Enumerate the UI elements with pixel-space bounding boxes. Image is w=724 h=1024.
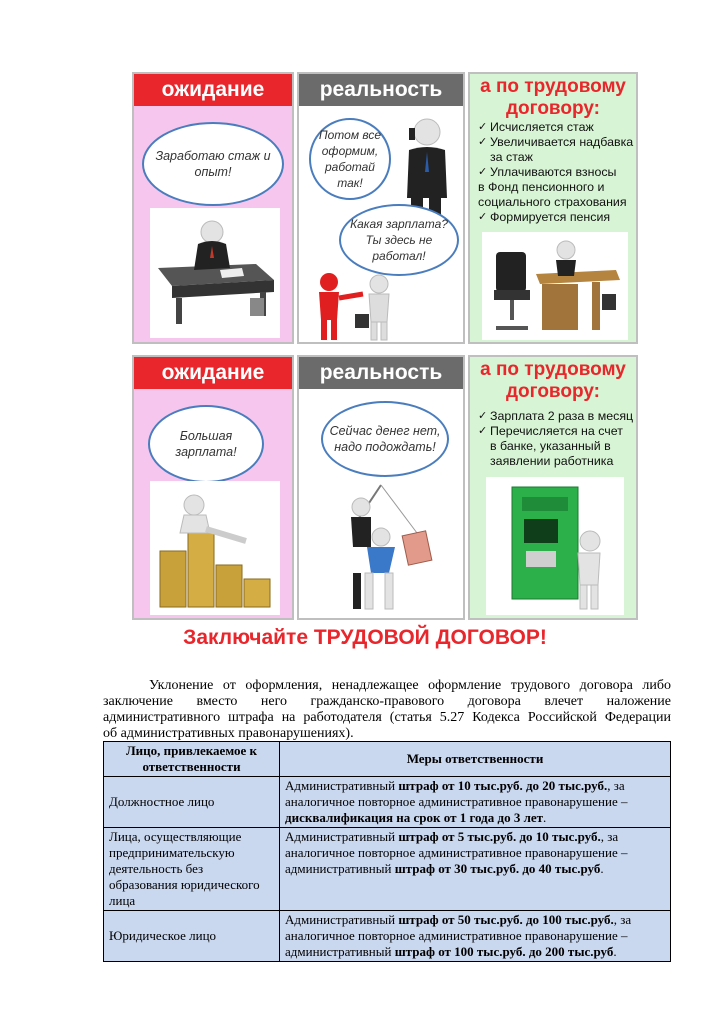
- measure-part: штраф от 50 тыс.руб. до 100 тыс.руб.: [398, 912, 614, 927]
- column-header-measures: Меры ответственности: [280, 742, 671, 777]
- paragraph-line: заключение вместо него гражданско-правового договора влечет наложение: [103, 694, 671, 709]
- coins-illustration: [150, 481, 280, 615]
- measure-part: , за аналогичное повторное административное правонарушение –: [285, 778, 628, 809]
- measure-part: .: [600, 861, 604, 876]
- measure-part: штраф от 10 тыс.руб. до 20 тыс.руб.: [398, 778, 608, 793]
- speech-bubble-3: Какая зарплата? Ты здесь не работал!: [339, 204, 459, 276]
- liability-paragraph: [103, 678, 671, 742]
- expectation-header-1: ожидание: [134, 74, 292, 106]
- list-item: ✓ Увеличивается надбавка: [478, 135, 634, 149]
- reality-header-2: реальность: [299, 357, 463, 389]
- measure-part: , за аналогичное повторное административное правонарушение – административный: [285, 829, 628, 876]
- reality-panel-2: [297, 355, 465, 620]
- conflict-illustration: [307, 270, 459, 342]
- measure-part: , за аналогичное повторное административное правонарушение – административный: [285, 912, 632, 959]
- slogan: Заключайте ТРУДОВОЙ ДОГОВОР!: [183, 626, 547, 649]
- checkmark-icon: ✓: [478, 136, 488, 148]
- measure-part: .: [613, 944, 617, 959]
- list-item: ✓ Исчисляется стаж: [478, 120, 594, 134]
- atm-illustration: [486, 477, 624, 615]
- list-item: ✓ Перечисляется на счет: [478, 424, 623, 438]
- table-row: [104, 911, 671, 962]
- subject-cell: Должностное лицо: [104, 777, 280, 828]
- paragraph-line: Уклонение от оформления, ненадлежащее оформление трудового договора либо: [149, 678, 671, 693]
- list-item: в банке, указанный в: [490, 439, 611, 453]
- contract-panel-1: [468, 72, 638, 344]
- checkmark-icon: ✓: [478, 166, 488, 178]
- measures-cell: [280, 911, 671, 962]
- measure-part: штраф от 100 тыс.руб. до 200 тыс.руб: [394, 944, 614, 959]
- table-header-row: [104, 742, 671, 777]
- speech-bubble-2: Потом все оформим, работай так!: [309, 118, 391, 200]
- measure-part: штраф от 5 тыс.руб. до 10 тыс.руб.: [398, 829, 601, 844]
- paragraph-line: административного штрафа на работодателя (статья 5.27 Кодекса Российской Федерации: [103, 710, 671, 725]
- measure-part: Административный: [285, 912, 399, 927]
- reality-panel-1: [297, 72, 465, 344]
- contract-benefits-list-1: [478, 120, 638, 225]
- list-item: заявлении работника: [490, 454, 614, 468]
- office-desk-illustration: [150, 208, 280, 338]
- contract-panel-2: [468, 355, 638, 620]
- measure-part: штраф от 30 тыс.руб. до 40 тыс.руб: [394, 861, 601, 876]
- paragraph-line: об административных правонарушениях).: [103, 726, 354, 741]
- contract-benefits-list-2: [478, 409, 638, 469]
- contract-header-2: а по трудовому договору:: [480, 359, 626, 402]
- expectation-panel-2: [132, 355, 294, 620]
- measure-part: .: [543, 810, 547, 825]
- subject-cell: Юридическое лицо: [104, 911, 280, 962]
- column-header-subject: Лицо, привлекаемое к ответственности: [104, 742, 280, 777]
- measure-part: дисквалификация на срок от 1 года до 3 лет: [285, 810, 544, 825]
- measures-cell: [280, 828, 671, 911]
- list-item: за стаж: [490, 150, 533, 164]
- speech-bubble-5: Сейчас денег нет, надо подождать!: [321, 401, 449, 477]
- money-bait-illustration: [309, 477, 459, 617]
- list-item: в Фонд пенсионного и: [478, 180, 605, 194]
- reality-header-1: реальность: [299, 74, 463, 106]
- list-item: ✓ Зарплата 2 раза в месяц: [478, 409, 634, 423]
- list-item: ✓ Уплачиваются взносы: [478, 165, 617, 179]
- checkmark-icon: ✓: [478, 425, 488, 437]
- measure-part: Административный: [285, 829, 399, 844]
- expectation-panel-1: [132, 72, 294, 344]
- table-row: [104, 777, 671, 828]
- measure-part: Административный: [285, 778, 399, 793]
- list-item: социального страхования: [478, 195, 627, 209]
- speech-bubble-1: Заработаю стаж и опыт!: [142, 122, 284, 206]
- liability-table: [103, 741, 671, 962]
- checkmark-icon: ✓: [478, 410, 488, 422]
- subject-cell: Лица, осуществляющие предпринимательскую деятельность без образования юридического лица: [104, 828, 280, 911]
- speech-bubble-4: Большая зарплата!: [148, 405, 264, 483]
- office-chair-illustration: [482, 232, 628, 340]
- checkmark-icon: ✓: [478, 121, 488, 133]
- list-item: ✓ Формируется пенсия: [478, 210, 611, 224]
- table-row: [104, 828, 671, 911]
- contract-header-1: а по трудовому договору:: [480, 76, 626, 119]
- checkmark-icon: ✓: [478, 211, 488, 223]
- expectation-header-2: ожидание: [134, 357, 292, 389]
- measures-cell: [280, 777, 671, 828]
